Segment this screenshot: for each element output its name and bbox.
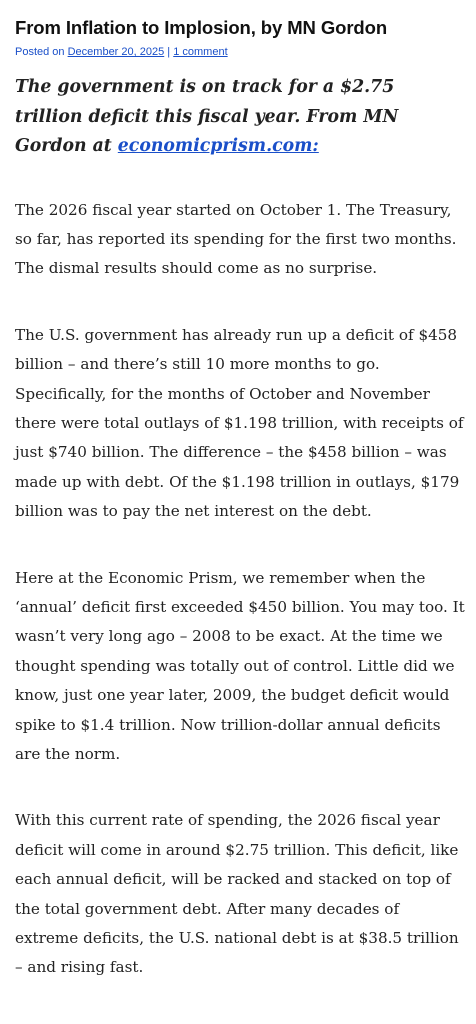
body-paragraph: The 2026 fiscal year started on October 1. The Treasury, so far, has reported its spending for the first two months. The dismal results should come as no surprise.: [15, 200, 457, 278]
source-link[interactable]: economicprism.com:: [117, 136, 319, 156]
posted-on-label: Posted on: [15, 46, 65, 58]
post-lede: [15, 73, 466, 162]
body-paragraph: Here at the Economic Prism, we remember when the ‘annual’ deficit first exceeded $450 billion. You may too. It wasn’t very long ago – 2008 to be exact. At the time we thought spending was totally out of control. Little did we know, just one year later, 2009, the budget deficit would spike to $1.4 trillion. Now trillion-dollar annual deficits are the norm.: [15, 568, 465, 763]
meta-separator: |: [167, 46, 171, 58]
lede-text: The government is on track for a $2.75 trillion deficit this fiscal year. From MN Gordon at: [15, 77, 399, 156]
post-meta: [15, 45, 466, 59]
body-paragraph: The U.S. government has already run up a deficit of $458 billion – and there’s still 10 more months to go. Specifically, for the months of October and November there were total outlays of $1.198 trillion, with receipts of just $740 billion. The difference – the $458 billion – was made up with debt. Of the $1.198 trillion in outlays, $179 billion was to pay the net interest on the debt.: [15, 325, 464, 521]
post-title: From Inflation to Implosion, by MN Gordon: [15, 17, 388, 38]
body-paragraph: With this current rate of spending, the 2026 fiscal year deficit will come in around $2.75 trillion. This deficit, like each annual deficit, will be racked and stacked on top of the total government debt. After many decades of extreme deficits, the U.S. national debt is at $38.5 trillion – and rising fast.: [15, 811, 459, 977]
post-date-link[interactable]: December 20, 2025: [67, 46, 165, 58]
comments-link[interactable]: 1 comment: [173, 46, 228, 58]
